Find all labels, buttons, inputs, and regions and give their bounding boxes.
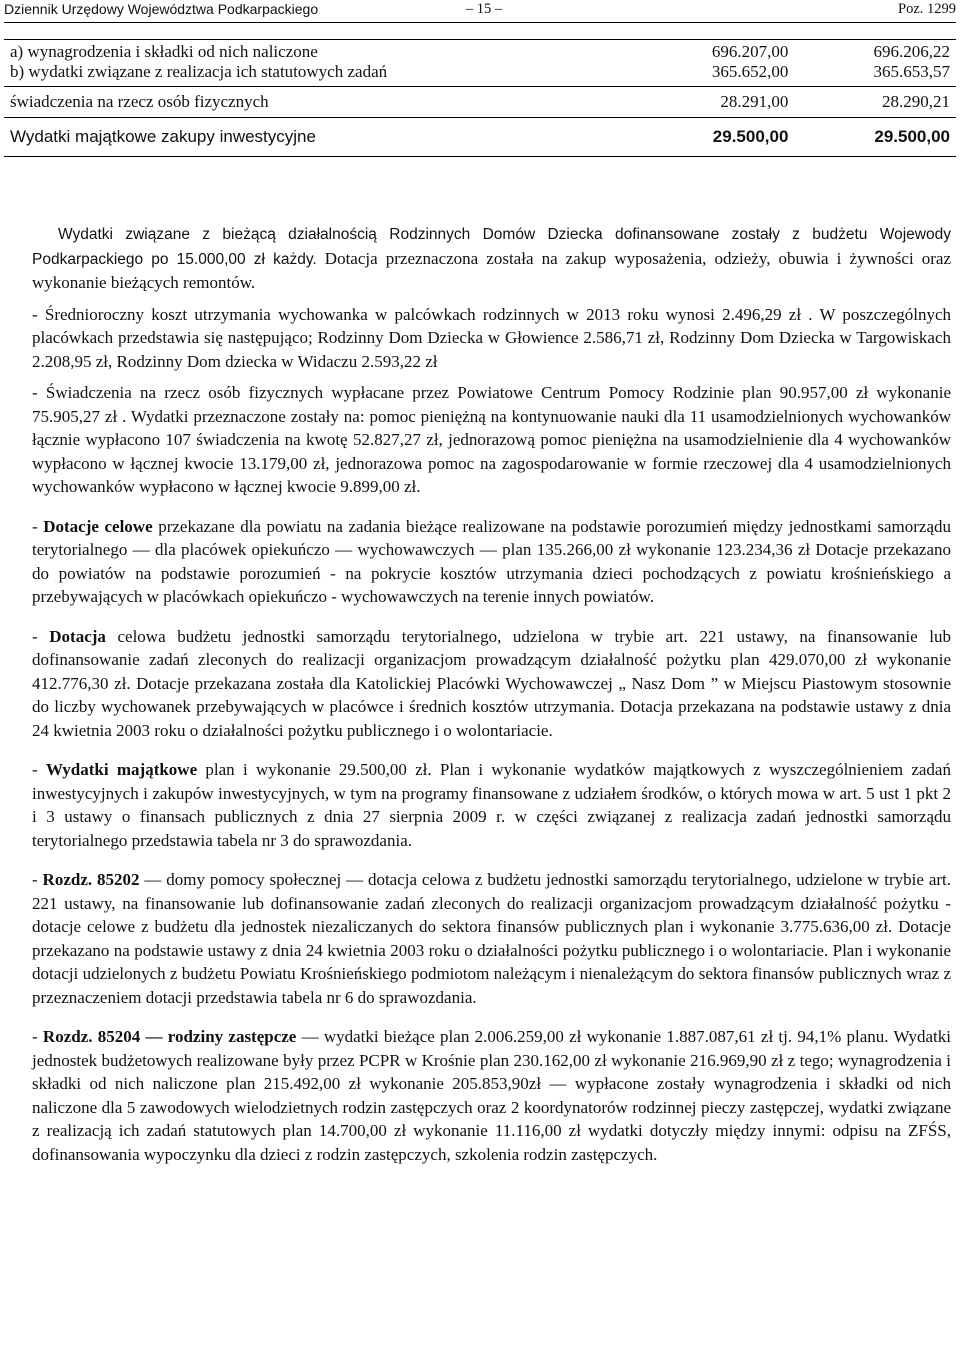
table-row xyxy=(4,40,956,87)
position-number: Poz. 1299 xyxy=(898,1,956,17)
paragraph-part: - xyxy=(32,870,43,889)
paragraph-dotacje-celowe xyxy=(32,515,951,609)
plan-cell: 28.291,00 xyxy=(633,87,795,118)
exec-cell xyxy=(794,40,956,87)
paragraph-wydatki-majatkowe xyxy=(32,758,951,852)
plan-a: 696.207,00 xyxy=(711,42,789,61)
paragraph-rozdz-85204 xyxy=(32,1025,951,1166)
paragraph-part: Wydatki związane z bieżącą działalnością Rodzinnych Domów Dziecka dofinansowane zostały z budżetu Wojewody Podkarpackiego po 15. xyxy=(32,226,951,268)
row-label: Wydatki majątkowe zakupy inwestycyjne xyxy=(4,118,633,157)
paragraph-bold: Rozdz. 85202 xyxy=(42,870,140,889)
paragraph-bold: Rozdz. 85204 — rodziny zastępcze xyxy=(42,1027,297,1046)
paragraph-part: 000,00 zł każdy. xyxy=(198,250,317,268)
row-label: świadczenia na rzecz osób fizycznych xyxy=(4,87,633,118)
expenses-table xyxy=(4,39,956,157)
paragraph-bold: Wydatki majątkowe xyxy=(45,760,198,779)
paragraph-part: - xyxy=(32,626,50,646)
row-label xyxy=(4,40,633,87)
exec-cell: 29.500,00 xyxy=(794,118,956,157)
label-a: a) wynagrodzenia i składki od nich naliczone xyxy=(10,42,318,61)
paragraph-part: — wydatki bieżące plan 2.006.259,00 zł wykonanie 1.887.087,61 zł tj. 94,1% planu. Wydatki jednostek budżetowych realizowane były przez PCPR w Krośnie plan 230.162,00 zł wykonanie 216.969,90 zł z tego; wynagrodzenia i składki od nich naliczone plan 215.492,00 zł wykonanie 205.853,90zł — wypłacone zostały wynagrodzenia i składki od nich naliczone dla 5 zawodowych wielodzietnych rodzin zastępczych oraz 2 koordynatorów rodzinnej pieczy zastępczej, wydatki związane z realizacją ich zadań statutowych plan 14.700,00 zł wykonanie 11.116,00 zł wydatki dotyczły między innymi: odpisu na ZFŚS, dofinansowania wypoczynku dla dzieci z rodzin zastępczych, szkolenia rodzin zastępczych. xyxy=(32,1027,952,1164)
paragraph-part: celowa budżetu jednostki samorządu terytorialnego, udzielona w trybie art. 221 ustawy, na finansowanie lub dofinansowanie zadań zleconych do realizacji organizacjom prowadzącym działalność pożytku plan 429.070,00 zł wykonanie 412.776,30 zł. Dotacje przekazana została dla Katolickiej Placówki Wychowawczej „ Nasz Dom ” w Miejscu Piastowym stosownie do liczby wychowanek przebywających w placówce i średnich kosztów utrzymania. Dotacja przekazana na podstawie ustawy z dnia 24 kwietnia 2003 roku o działalności pożytku publicznego i o wolontariacie. xyxy=(32,626,951,740)
body-text xyxy=(32,222,951,1182)
exec-cell: 28.290,21 xyxy=(794,87,956,118)
table-row xyxy=(4,118,956,157)
paragraph-part: plan i wykonanie 29.500,00 zł. Plan i wykonanie wydatków majątkowych z wyszczególnieniem zadań inwestycyjnych i zakupów inwestycyjnych, w tym na programy finansowane z udziałem środków, o których mowa w art. 5 ust 1 pkt 2 i 3 ustawy o finansach publicznych z dnia 27 sierpnia 2009 r. w części związanej z realizacja zadań jednostki samorządu terytorialnego przedstawia tabela nr 3 do sprawozdania. xyxy=(32,760,951,850)
page-number: – 15 – xyxy=(465,1,503,17)
paragraph-swiadczenia: - Świadczenia na rzecz osób fizycznych wypłacane przez Powiatowe Centrum Pomocy Rodzinie plan 90.957,00 zł wykonanie 75.905,27 zł . Wydatki przeznaczone zostały na: pomoc pieniężną na kontynuowanie nauki dla 11 usamodzielnionych wychowanków łącznie wypłacono 107 świadczenia na kwotę 52.827,27 zł, jednorazową pomoc pieniężna na usamodzielnienie dla 4 wychowanków wypłacono w łącznej kwocie 13.179,00 zł, jednorazowa pomoc na zagospodarowanie w formie rzeczowej dla 4 usamodzielnionych wychowanków wypłacono w łącznej kwocie 9.899,00 zł. xyxy=(32,383,951,496)
label-b: b) wydatki związane z realizacja ich statutowych zadań xyxy=(10,62,388,81)
table-row xyxy=(4,87,956,118)
plan-b: 365.652,00 xyxy=(711,62,789,81)
paragraph-sredni-koszt: - Średnioroczny koszt utrzymania wychowanka w palcówkach rodzinnych w 2013 roku wynosi 2.496,29 zł . W poszczególnych placówkach przedstawia się następująco; Rodzinny Dom Dziecka w Głowience 2.586,71 zł, Rodzinny Dom Dziecka w Targowiskach 2.208,95 zł, Rodzinny Dom dziecka w Widaczu 2.593,22 zł xyxy=(32,304,951,371)
paragraph-bold: Dotacje celowe xyxy=(43,516,153,536)
plan-cell xyxy=(633,40,795,87)
exec-a: 696.206,22 xyxy=(873,42,950,61)
page-header xyxy=(4,0,956,23)
paragraph-part: przekazane dla powiatu na zadania bieżące realizowane na podstawie porozumień między jednostkami samorządu terytorialnego — dla placówek opiekuńczo — wychowawczych — plan 135.266,00 zł wykonanie 123.234,36 zł Dotacje przekazano do powiatów na podstawie porozumień - na pokrycie kosztów utrzymania dzieci pochodzących z powiatu krośnieńskiego a przebywających w placówkach opiekuńczo - wychowawczych na terenie innych powiatów. xyxy=(32,516,951,606)
plan-cell: 29.500,00 xyxy=(633,118,795,157)
paragraph-rodzinne-domy xyxy=(32,222,951,295)
paragraph-part: Dotacja przeznaczona została na zakup wyposażenia, odzieży, obuwia i żywności oraz wykonanie bieżących remontów. xyxy=(32,248,952,292)
paragraph-part: - xyxy=(32,760,46,779)
exec-b: 365.653,57 xyxy=(873,62,950,81)
paragraph-part: - xyxy=(32,516,44,536)
paragraph-part: — domy pomocy społecznej — dotacja celowa z budżetu jednostki samorządu terytorialnego, udzielone w trybie art. 221 ustawy, na finansowanie lub dofinansowanie zadań zleconych do realizacji organizacjom prowadzącym działalność pożytku - dotacje celowe z budżetu dla jednostek niezaliczanych do sektora finansów publicznych plan i wykonanie 3.775.636,00 zł. Dotacje przekazano na podstawie ustawy z dnia 24 kwietnia 2003 roku o działalności pożytku publicznego i o wolontariacie. Plan i wykonanie dotacji udzielonych z budżetu Powiatu Krośnieńskiego podmiotom należącym i nienależącym do sektora finansów publicznych wraz z przeznaczeniem dotacji przedstawia tabela nr 6 do sprawozdania. xyxy=(32,870,952,1007)
journal-title: Dziennik Urzędowy Województwa Podkarpackiego xyxy=(4,1,319,17)
paragraph-part: - xyxy=(32,1027,43,1046)
paragraph-rozdz-85202 xyxy=(32,868,951,1009)
paragraph-dotacja-celowa xyxy=(32,625,951,743)
paragraph-bold: Dotacja xyxy=(49,626,106,646)
